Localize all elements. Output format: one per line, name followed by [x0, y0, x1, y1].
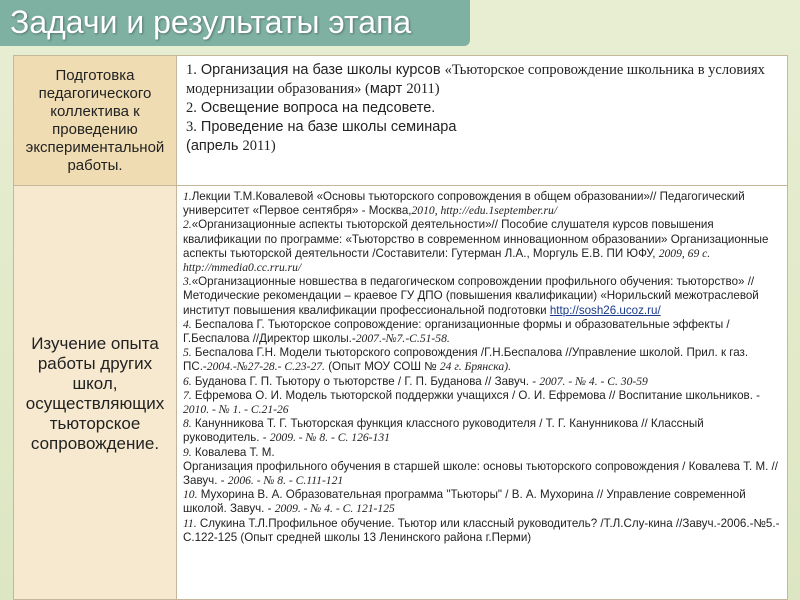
task-item: [186, 99, 779, 118]
task-text: 2011): [242, 138, 276, 154]
reference-detail: 2007. - № 4. - С. 30-59: [539, 374, 648, 388]
reference-text: Беспалова Г. Тьюторское сопровождение: организационные формы и образовательные эффекты /Г.Беспалова //Директор школы.-: [183, 317, 730, 346]
table-row: [14, 186, 787, 600]
task-number: 3.: [186, 119, 197, 135]
reference-text: Ефремова О. И. Модель тьюторской поддержки учащихся / О. И. Ефремова // Воспитание школьников. -: [191, 388, 760, 402]
reference-detail: 2007.-№7.-С.51-58.: [355, 332, 450, 346]
table-row: [14, 56, 787, 186]
reference-item: [183, 517, 781, 545]
reference-item: [183, 190, 781, 218]
tasks-table: [13, 55, 788, 600]
reference-item: [183, 346, 781, 374]
reference-text: Мухорина В. А. Образовательная программа "Тьюторы" / В. А. Мухорина // Управление современной школой. Завуч. -: [183, 488, 746, 516]
reference-text: Беспалова Г.Н. Модели тьюторского сопровождения /Г.Н.Беспалова //Управление школой. Прил. к газ. ПС.-: [183, 346, 749, 374]
task-item: [186, 118, 779, 137]
reference-item: [183, 375, 781, 389]
reference-number: 7.: [183, 388, 192, 402]
task-text: Организация на базе школы курсов: [196, 62, 445, 78]
reference-item: [183, 460, 781, 488]
reference-item: [183, 417, 781, 445]
reference-detail: 2006. - № 8. - С.111-121: [227, 474, 344, 488]
reference-item: [183, 318, 781, 346]
reference-number: 11.: [183, 516, 197, 530]
task-item: [186, 137, 779, 156]
task-list: [177, 56, 787, 185]
reference-number: 4.: [183, 317, 192, 331]
reference-number: 10.: [183, 488, 198, 502]
reference-item: [183, 218, 781, 275]
reference-number: 9.: [183, 445, 192, 459]
title-banner: [0, 0, 470, 46]
reference-detail: 2009, 69 с. http://mmedia0.cc.rru.ru/: [183, 246, 711, 275]
reference-number: 2.: [183, 218, 192, 232]
reference-detail: 2010, http://edu.1september.ru/: [411, 204, 558, 218]
reference-item: [183, 446, 781, 460]
reference-text: «Организационные новшества в педагогическом сопровождении профильного обучения: тьюторство» //Методические рекомендации – краевое ГУ ДПО (повышения квалификации) «Норильский межотраслевой институт повышения квалификации профессиональной подготовки: [183, 275, 759, 317]
task-text: «Тьюторское сопровождение школьника в условиях модернизации образования» (: [186, 62, 765, 97]
task-number: 2.: [186, 100, 197, 116]
task-number: 1.: [186, 62, 197, 78]
reference-text: (Опыт МОУ СОШ №: [324, 360, 440, 374]
reference-number: 8.: [183, 417, 192, 431]
row-label: [14, 186, 177, 600]
reference-link[interactable]: http://sosh26.ucoz.ru/: [549, 303, 661, 317]
slide-title: Задачи и результаты этапа: [10, 4, 412, 40]
task-text: Освещение вопроса на педсовете.: [196, 100, 436, 116]
reference-item: [183, 488, 781, 516]
task-text: март: [369, 81, 407, 97]
reference-detail: 2010. - № 1. - С.21-26: [183, 403, 289, 417]
reference-item: [183, 275, 781, 318]
task-text: Проведение на базе школы семинара: [196, 119, 457, 135]
reference-text: «Организационные аспекты тьюторской деятельности»// Пособие слушателя курсов повышения квалификации по программе: «Тьюторство в современном инновационном образовании» Организационные аспекты тьюторской деятельности /Составители: Гутерман Л.А., Моргуль Е.В. ПИ ЮФУ,: [183, 218, 769, 260]
reference-list: [177, 186, 787, 600]
reference-detail: 2009. - № 8. - С. 126-131: [269, 431, 390, 445]
reference-detail: 24 г. Брянска).: [439, 360, 511, 374]
task-item: [186, 61, 779, 99]
reference-number: 1.: [183, 190, 192, 203]
reference-text: Слукина Т.Л.Профильное обучение. Тьютор или классный руководитель? /Т.Л.Слу-кина //Завуч.-2006.-№5.- С.122-125 (Опыт средней школы 13 Ленинского района г.Перми): [183, 516, 780, 544]
reference-item: [183, 389, 781, 417]
reference-number: 3.: [183, 275, 192, 289]
row-label-text: Подготовка педагогического коллектива к проведению экспериментальной работы.: [25, 66, 165, 174]
reference-detail: 2009. - № 4. - С. 121-125: [274, 502, 395, 516]
reference-number: 6.: [183, 374, 192, 388]
task-text: 2011): [406, 81, 440, 97]
reference-text: Буданова Г. П. Тьютору о тьюторстве / Г. П. Буданова // Завуч. -: [191, 374, 540, 388]
reference-text: Лекции Т.М.Ковалевой «Основы тьюторского сопровождения в общем образовании»// Педагогический университет «Первое сентября» - Москва,: [183, 190, 745, 218]
row-label: [14, 56, 177, 185]
reference-text: Организация профильного обучения в старшей школе: основы тьюторского сопровождения / Ковалева Т. М. // Завуч. -: [183, 459, 778, 488]
reference-text: Канунникова Т. Г. Тьюторская функция классного руководителя / Т. Г. Канунникова // Классный руководитель. -: [183, 417, 704, 445]
reference-number: 5.: [183, 346, 192, 360]
task-text: (апрель: [186, 138, 243, 154]
reference-text: Ковалева Т. М.: [191, 445, 275, 459]
row-label-text: Изучение опыта работы других школ, осуществляющих тьюторское сопровождение.: [25, 333, 165, 453]
reference-detail: 2004.-№27-28.- С.23-27.: [206, 360, 325, 374]
